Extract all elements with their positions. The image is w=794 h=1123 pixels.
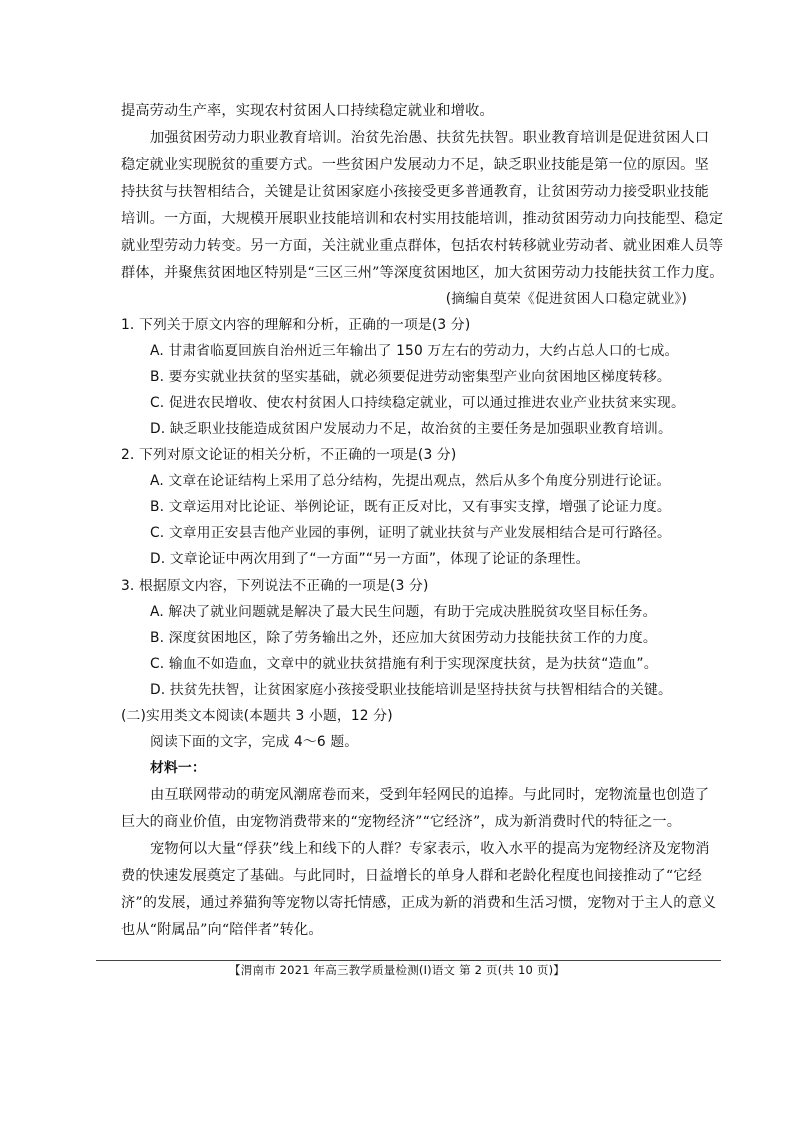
passage-line: 提高劳动生产率，实现农村贫困人口持续稳定就业和增收。 bbox=[121, 103, 494, 119]
option-c: C. 文章用正安县吉他产业园的事例，证明了就业扶贫与产业发展相结合是可行路径。 bbox=[150, 525, 671, 541]
section-heading: (二)实用类文本阅读(本题共 3 小题，12 分) bbox=[121, 708, 393, 724]
option-d: D. 文章论证中两次用到了“一方面”“另一方面”，体现了论证的条理性。 bbox=[150, 551, 590, 567]
passage-line: 群体，并聚焦贫困地区特别是“三区三州”等深度贫困地区，加大贫困劳动力技能扶贫工作力度。 bbox=[121, 265, 724, 281]
footer-divider bbox=[96, 960, 721, 961]
option-c: C. 输血不如造血，文章中的就业扶贫措施有利于实现深度扶贫，是为扶贫“造血”。 bbox=[150, 656, 658, 672]
option-b: B. 文章运用对比论证、举例论证，既有正反对比，又有事实支撑，增强了论证力度。 bbox=[150, 499, 671, 515]
source-citation: (摘编自莫荣《促进贫困人口稳定就业》) bbox=[445, 291, 687, 307]
option-d: D. 缺乏职业技能造成贫困户发展动力不足，故治贫的主要任务是加强职业教育培训。 bbox=[150, 421, 672, 437]
option-b: B. 深度贫困地区，除了劳务输出之外，还应加大贫困劳动力技能扶贫工作的力度。 bbox=[150, 630, 657, 646]
passage-line: 培训。一方面，大规模开展职业技能培训和农村实用技能培训，推动贫困劳动力向技能型、稳定 bbox=[121, 211, 724, 227]
material-line: 也从“附属品”向“陪伴者”转化。 bbox=[121, 922, 323, 938]
option-a: A. 解决了就业问题就是解决了最大民生问题，有助于完成决胜脱贫攻坚目标任务。 bbox=[150, 604, 657, 620]
material-title: 材料一： bbox=[150, 760, 206, 776]
page-footer: 【渭南市 2021 年高三教学质量检测(Ⅰ)语文 第 2 页(共 10 页)】 bbox=[229, 963, 565, 977]
material-line: 济”的发展，通过养猫狗等宠物以寄托情感，正成为新的消费和生活习惯，宠物对于主人的意义 bbox=[121, 895, 717, 911]
option-a: A. 文章在论证结构上采用了总分结构，先提出观点，然后从多个角度分别进行论证。 bbox=[150, 473, 671, 489]
passage-line: 持扶贫与扶智相结合，关键是让贫困家庭小孩接受更多普通教育，让贫困劳动力接受职业技能 bbox=[121, 184, 709, 200]
option-d: D. 扶贫先扶智，让贫困家庭小孩接受职业技能培训是坚持扶贫与扶智相结合的关键。 bbox=[150, 682, 672, 698]
material-line: 费的快速发展奠定了基础。与此同时，日益增长的单身人群和老龄化程度也间接推动了“它经 bbox=[121, 868, 702, 884]
option-b: B. 要夯实就业扶贫的坚实基础，就必须要促进劳动密集型产业向贫困地区梯度转移。 bbox=[150, 369, 671, 385]
material-line: 由互联网带动的萌宠风潮席卷而来，受到年轻网民的追捧。与此同时，宠物流量也创造了 bbox=[150, 787, 710, 803]
material-line: 宠物何以大量“俘获”线上和线下的人群？专家表示，收入水平的提高为宠物经济及宠物消 bbox=[150, 841, 710, 857]
option-c: C. 促进农民增收、使农村贫困人口持续稳定就业，可以通过推进农业产业扶贫来实现。 bbox=[150, 395, 685, 411]
option-a: A. 甘肃省临夏回族自治州近三年输出了 150 万左右的劳动力，大约占总人口的七成。 bbox=[150, 343, 679, 359]
question-stem: 3. 根据原文内容，下列说法不正确的一项是(3 分) bbox=[121, 578, 429, 594]
section-instruction: 阅读下面的文字，完成 4～6 题。 bbox=[150, 734, 359, 750]
passage-line: 就业型劳动力转变。另一方面，关注就业重点群体，包括农村转移就业劳动者、就业困难人员等 bbox=[121, 238, 724, 254]
passage-line: 加强贫困劳动力职业教育培训。治贫先治愚、扶贫先扶智。职业教育培训是促进贫困人口 bbox=[150, 130, 710, 146]
material-line: 巨大的商业价值，由宠物消费带来的“宠物经济”“它经济”，成为新消费时代的特征之一。 bbox=[121, 814, 682, 830]
question-stem: 1. 下列关于原文内容的理解和分析，正确的一项是(3 分) bbox=[121, 317, 471, 333]
passage-line: 稳定就业实现脱贫的重要方式。一些贫困户发展动力不足，缺乏职业技能是第一位的原因。坚 bbox=[121, 157, 709, 173]
question-stem: 2. 下列对原文论证的相关分析，不正确的一项是(3 分) bbox=[121, 447, 457, 463]
